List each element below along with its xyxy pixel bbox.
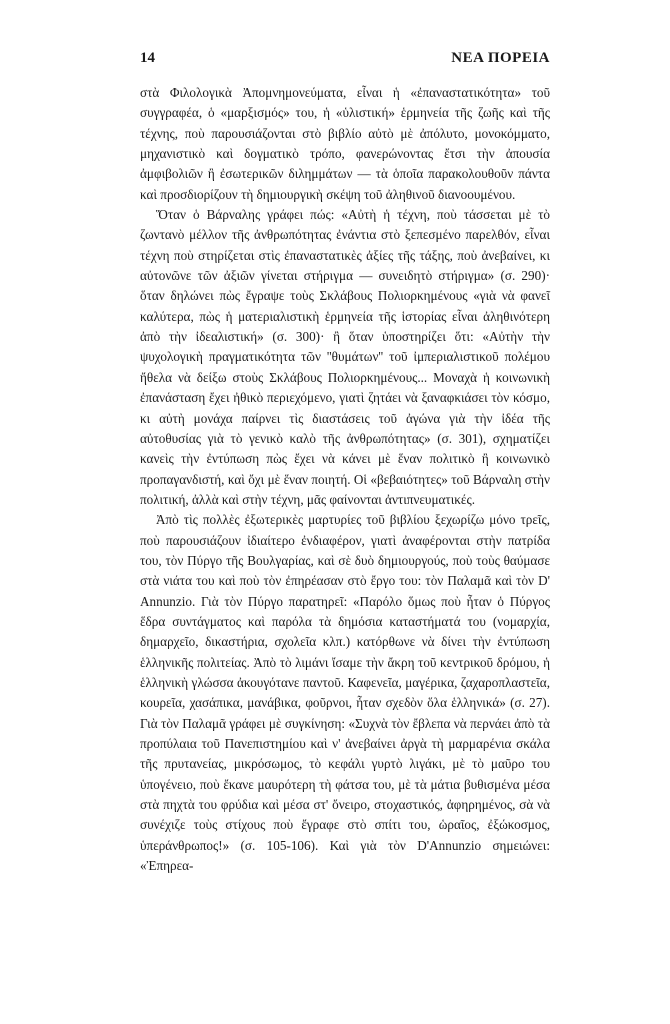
paragraph-2: Ὅταν ὁ Βάρναλης γράφει πώς: «Αὐτὴ ἡ τέχνη, ποὺ τάσσεται μὲ τὸ ζωντανὸ μέλλον τῆς ἀνθρωπότητας ἐνάντια στὸ ξεπεσμένο παρελθόν, εἶναι τέχνη ποὺ στηρίζεται στὶς ἐπαναστατικὲς ἀξίες τῆς τάξης, ποὺ ἀνεβαίνει, κι αὐτονῶνε τῶν ἀξιῶν γίνεται στήριγμα — συνειδητὸ στήριγμα» (σ. 290)· ὅταν δηλώνει πὼς ἔγραψε τοὺς Σκλάβους Πολιορκημένους «γιὰ νὰ φανεῖ καλύτερα, πὼς ἡ ματεριαλιστικὴ ἑρμηνεία τῆς ἱστορίας εἶναι ἀληθινότερη ἀπὸ τὴν ἰδεαλιστική» (σ. 300)· ἢ ὅταν ὑποστηρίζει ὅτι: «Αὐτὴν τὴν ψυχολογικὴ πραγματικότητα τῶν ''θυμάτων'' τοῦ ἰμπεριαλιστικοῦ πολέμου ἤθελα νὰ δείξω στοὺς Σκλάβους Πολιορκημένους... Μοναχὰ ἡ κοινωνικὴ ἐπανάσταση ἔχει ἠθικὸ περιεχόμενο, γιατὶ ζητάει νὰ ξαναφκιάσει τὸν κόσμο, κι αὐτὴ μονάχα παίρνει τὶς διαστάσεις τοῦ ἀγώνα γιὰ τὴν ἰδέα τῆς αὐτοθυσίας γιὰ τὸ γενικὸ καλὸ τῆς ἀνθρωπότητας» (σ. 301), σχηματίζει κανεὶς τὴν ἐντύπωση πὼς ἔχει νὰ κάνει μὲ ἕναν πολιτικὸ ἢ κοινωνικὸ προπαγανδιστή, καὶ ὄχι μὲ ἕναν ποιητή. Οἱ «βεβαιότητες» τοῦ Βάρναλη στὴν πολιτική, ἀλλὰ καὶ στὴν τέχνη, μᾶς φαίνονται ἀντιπνευματικές. [140,207,550,507]
journal-title: ΝΕΑ ΠΟΡΕΙΑ [451,50,550,66]
paragraph-3: Ἀπὸ τὶς πολλὲς ἐξωτερικὲς μαρτυρίες τοῦ βιβλίου ξεχωρίζω μόνο τρεῖς, ποὺ παρουσιάζουν ἰδιαίτερο ἐνδιαφέρον, γιατὶ ἀναφέρονται στὴν πατρίδα του, τὸν Πύργο τῆς Βουλγαρίας, καὶ σὲ δυὸ δημιουργούς, ποὺ τοὺς θαύμασε στὰ νιάτα του καὶ ποὺ τὸν ἐπηρέασαν στὸ ἔργο του: τὸν Παλαμᾶ καὶ τὸν D' Annunzio. Γιὰ τὸν Πύργο παρατηρεῖ: «Παρόλο ὅμως ποὺ ἦταν ὁ Πύργος ἕδρα συντάγματος καὶ παρόλα τὰ δημόσια καταστήματά του (νομαρχία, δημαρχεῖο, δικαστήρια, σχολεῖα κλπ.) κατόρθωνε νὰ δίνει τὴν ἐντύπωση ἑλληνικῆς πολιτείας. Ἀπὸ τὸ λιμάνι ἴσαμε τὴν ἄκρη τοῦ κεντρικοῦ δρόμου, ἡ ἑλληνικὴ γλώσσα ἀκουγότανε παντοῦ. Καφενεῖα, μαγέρικα, ζαχαροπλαστεῖα, κουρεῖα, χασάπικα, μανάβικα, φοῦρνοι, ἦταν σχεδὸν ὅλα ἑλληνικά» (σ. 27). Γιὰ τὸν Παλαμᾶ γράφει μὲ συγκίνηση: «Συχνὰ τὸν ἔβλεπα νὰ περνάει ἀπὸ τὰ προπύλαια τοῦ Πανεπιστημίου καὶ ν' ἀνεβαίνει ἀργὰ τὴ μαρμαρένια σκάλα τῆς πρυτανείας, μικρόσωμος, τὸ κεφάλι γυρτὸ λιγάκι, μὲ τὸ μαῦρο του ὑπογένειο, ποὺ ἔκανε μαυρότερη τὴ φάτσα του, μὲ τὰ μάτια βυθισμένα μέσα στὰ πηχτὰ του φρύδια καὶ μέσα στ' ὄνειρο, στοχαστικός, ἀφηρημένος, σὰ νὰ συνέχιζε τοὺς στίχους ποὺ ἔγραφε στὸ σπίτι του, ὡραῖος, ἐξώκοσμος, ὑπεράνθρωπος!» (σ. 105-106). Καὶ γιὰ τὸν D'Annunzio σημειώνει: «Ἐπηρεα- [140,512,550,874]
paragraph-1: στὰ Φιλολογικὰ Ἀπομνημονεύματα, εἶναι ἡ «ἐπαναστατικότητα» τοῦ συγγραφέα, ὁ «μαρξισμός» του, ἡ «ὑλιστική» ἑρμηνεία τῆς ζωῆς καὶ τῆς τέχνης, ποὺ παρουσιάζονται στὸ βιβλίο αὐτὸ μὲ ἀπόλυτο, μονοκόμματο, μηχανιστικὸ καὶ δογματικὸ τρόπο, φανερώνοντας ἔτσι τὴν ἀπουσία ἀμφιβολιῶν ἢ ἐσωτερικῶν διλημμάτων — τὰ ὁποῖα παρακολουθοῦν πάντα καὶ προσδιορίζουν τὴ δημιουργικὴ σκέψη τοῦ ἀληθινοῦ διανοουμένου. [140,85,550,202]
page-number: 14 [140,50,155,66]
running-head [140,50,550,70]
body-text [140,83,550,876]
